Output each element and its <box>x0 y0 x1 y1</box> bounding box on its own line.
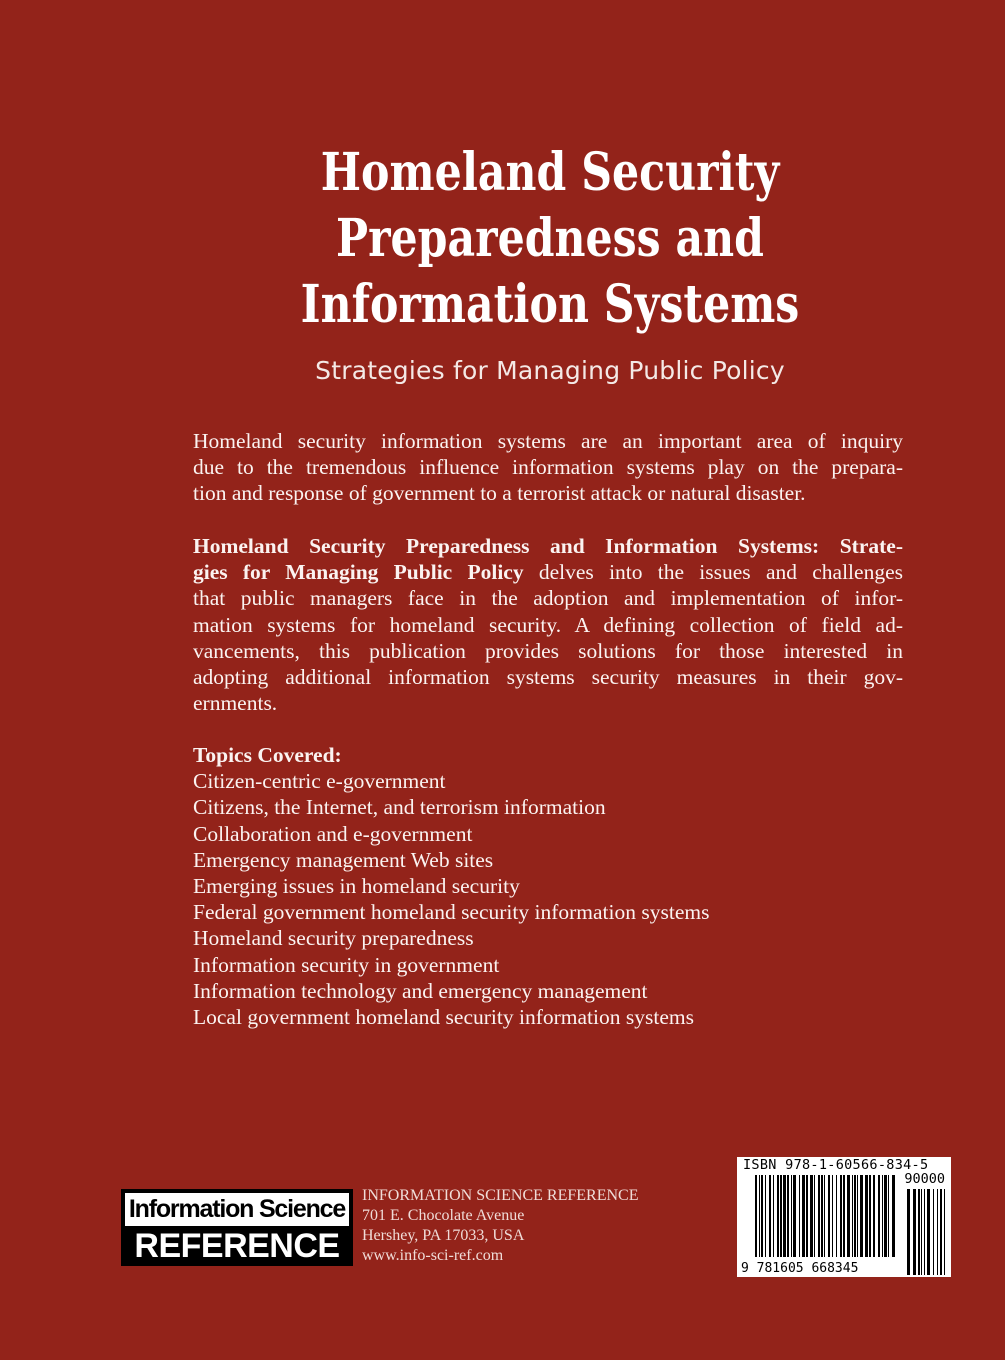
barcode-bar <box>843 1175 845 1257</box>
barcode-bar <box>918 1189 920 1275</box>
isbn-text: ISBN 978-1-60566-834-5 <box>743 1157 929 1173</box>
topic-item: Information technology and emergency management <box>193 978 648 1003</box>
title-line: Preparedness and <box>336 208 764 269</box>
barcode-bar <box>783 1175 786 1257</box>
barcode-bar <box>892 1175 895 1257</box>
barcode-bar <box>921 1189 922 1275</box>
barcode-bar <box>913 1189 916 1275</box>
barcode-bar <box>806 1175 808 1257</box>
barcode-bar <box>765 1175 766 1257</box>
topic-item: Citizens, the Internet, and terrorism information <box>193 795 606 820</box>
isbn-barcode <box>737 1157 951 1277</box>
topic-item: Collaboration and e-government <box>193 821 473 846</box>
barcode-bar <box>924 1189 925 1275</box>
barcode-bar <box>780 1175 782 1257</box>
barcode-bar <box>944 1189 945 1275</box>
barcode-bar <box>759 1175 760 1257</box>
barcode-bar <box>888 1175 889 1257</box>
topic-item: Citizen-centric e-government <box>193 769 446 794</box>
barcode-bar <box>793 1175 796 1257</box>
barcode-bar <box>832 1175 833 1257</box>
text-line: ernments. <box>193 691 278 716</box>
barcode-bar <box>773 1175 774 1257</box>
barcode-bar <box>824 1175 825 1257</box>
barcode-bar <box>882 1175 883 1257</box>
intro-paragraph <box>193 428 903 507</box>
title-line: Information Systems <box>300 274 800 335</box>
barcode-bar <box>828 1175 830 1257</box>
topic-item: Local government homeland security information systems <box>193 1005 694 1030</box>
barcode-bar <box>787 1175 789 1257</box>
publisher-name: INFORMATION SCIENCE REFERENCE <box>362 1187 639 1204</box>
topics-list <box>193 742 709 1030</box>
topic-item: Information security in government <box>193 952 500 977</box>
barcode-bar <box>755 1175 757 1257</box>
publisher-logo <box>121 1189 353 1266</box>
barcode-bar <box>818 1175 820 1257</box>
barcode-bar <box>857 1175 858 1257</box>
barcode-bar <box>799 1175 800 1257</box>
publisher-city: Hershey, PA 17033, USA <box>362 1227 525 1244</box>
bold-title-text: gies for Managing Public Policy <box>193 560 524 585</box>
barcode-bar <box>865 1175 868 1257</box>
barcode-bar <box>791 1175 792 1257</box>
barcode-bar <box>927 1189 930 1275</box>
publisher-street: 701 E. Chocolate Avenue <box>362 1207 525 1224</box>
text-line: adopting additional information systems security measures in their gov- <box>193 665 903 690</box>
text-line: vancements, this publication provides solutions for those interested in <box>193 638 903 663</box>
barcode-bar <box>878 1175 880 1257</box>
barcode-bar <box>940 1189 942 1275</box>
text-line <box>193 559 903 585</box>
text-line: Homeland security information systems are an important area of inquiry <box>193 429 903 453</box>
text: delves into the issues and challenges <box>523 560 903 585</box>
barcode-bar <box>907 1189 910 1275</box>
barcode-bar <box>884 1175 887 1257</box>
barcode-bar <box>852 1175 853 1257</box>
barcode-bar <box>814 1175 815 1257</box>
text-line: due to the tremendous influence information systems play on the prepara- <box>193 455 903 480</box>
book-subtitle: Strategies for Managing Public Policy <box>315 356 785 385</box>
topic-item: Emergency management Web sites <box>193 847 494 872</box>
logo-top-text: Information Science <box>125 1193 349 1226</box>
barcode-bar <box>933 1189 934 1275</box>
topics-heading: Topics Covered: <box>193 743 342 767</box>
publisher-website: www.info-sci-ref.com <box>362 1247 504 1264</box>
text-line: tion and response of government to a terrorist attack or natural disaster. <box>193 481 806 506</box>
title-line: Homeland Security <box>320 142 780 203</box>
barcode-bar <box>873 1175 875 1257</box>
bold-title-text: Homeland Security Preparedness and Information Systems: Strate- <box>193 534 903 558</box>
barcode-bar <box>761 1175 763 1257</box>
barcode-bar <box>860 1175 863 1257</box>
book-title <box>0 140 1005 338</box>
text-line: that public managers face in the adoption and implementation of infor- <box>193 586 903 611</box>
text-line: mation systems for homeland security. A defining collection of field ad- <box>193 612 903 637</box>
barcode-bar <box>821 1175 823 1257</box>
topic-item: Emerging issues in homeland security <box>193 874 520 899</box>
text-line <box>193 533 903 559</box>
barcode-bar <box>847 1175 850 1257</box>
barcode-bar <box>769 1175 771 1257</box>
logo-bottom-text: REFERENCE <box>134 1227 340 1265</box>
topic-item: Homeland security preparedness <box>193 926 474 951</box>
barcode-bar <box>854 1175 856 1257</box>
barcode-digits: 9 781605 668345 <box>741 1261 859 1276</box>
barcode-bar <box>810 1175 813 1257</box>
topic-item: Federal government homeland security information systems <box>193 900 710 925</box>
publisher-address <box>362 1186 638 1266</box>
barcode-bar <box>836 1175 837 1257</box>
description-paragraph <box>193 533 903 716</box>
barcode-bar <box>840 1175 842 1257</box>
barcode-bar <box>937 1189 938 1275</box>
barcode-bar <box>777 1175 779 1257</box>
barcode-bar <box>869 1175 871 1257</box>
price-addon: 90000 <box>904 1171 945 1187</box>
barcode-bar <box>802 1175 805 1257</box>
